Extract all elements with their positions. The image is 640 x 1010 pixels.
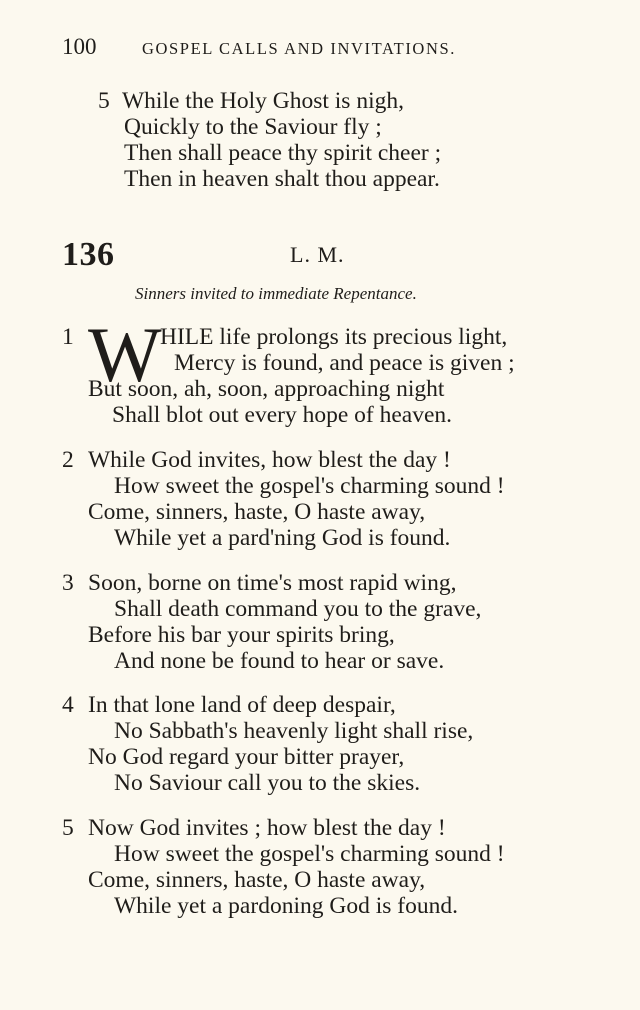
running-head — [62, 34, 512, 60]
verse-line: HILE life prolongs its precious light, — [160, 324, 508, 350]
verse-number: 4 — [62, 692, 74, 718]
verse-number: 5 — [62, 815, 74, 841]
verse-line: While yet a pardoning God is found. — [114, 893, 458, 919]
verse-line: Mercy is found, and peace is given ; — [174, 350, 515, 376]
section-title: GOSPEL CALLS AND INVITATIONS. — [142, 39, 456, 58]
verse-line: But soon, ah, soon, approaching night — [88, 376, 445, 402]
page-number: 100 — [62, 34, 97, 59]
hymn-subtitle: Sinners invited to immediate Repentance. — [135, 284, 417, 303]
verse-line: While God invites, how blest the day ! — [88, 447, 451, 473]
verse-number: 2 — [62, 447, 74, 473]
verse-line: No God regard your bitter prayer, — [88, 744, 405, 770]
verse-line: Quickly to the Saviour fly ; — [124, 114, 382, 140]
verse-line: Then in heaven shalt thou appear. — [124, 166, 440, 192]
verse-line: Now God invites ; how blest the day ! — [88, 815, 446, 841]
verse-line: Come, sinners, haste, O haste away, — [88, 867, 426, 893]
verse-line: No Sabbath's heavenly light shall rise, — [114, 718, 474, 744]
verse-line: No Saviour call you to the skies. — [114, 770, 421, 796]
verse-number: 3 — [62, 570, 74, 596]
verse-line: While the Holy Ghost is nigh, — [122, 88, 404, 114]
verse-number: 5 — [98, 88, 110, 114]
verse-line: How sweet the gospel's charming sound ! — [114, 473, 505, 499]
verse-line: Shall death command you to the grave, — [114, 596, 482, 622]
hymn-meter: L. M. — [290, 242, 345, 267]
verse-line: And none be found to hear or save. — [114, 648, 445, 674]
verse-line: Before his bar your spirits bring, — [88, 622, 395, 648]
verse-line: Come, sinners, haste, O haste away, — [88, 499, 426, 525]
verse-number: 1 — [62, 324, 74, 350]
drop-cap: W — [88, 311, 160, 398]
verse-line: In that lone land of deep despair, — [88, 692, 396, 718]
hymn-number: 136 — [62, 236, 115, 273]
verse-line: How sweet the gospel's charming sound ! — [114, 841, 505, 867]
verse-line: While yet a pard'ning God is found. — [114, 525, 451, 551]
verse-line: Then shall peace thy spirit cheer ; — [124, 140, 442, 166]
verse-line: Shall blot out every hope of heaven. — [112, 402, 453, 428]
verse-line: Soon, borne on time's most rapid wing, — [88, 570, 457, 596]
